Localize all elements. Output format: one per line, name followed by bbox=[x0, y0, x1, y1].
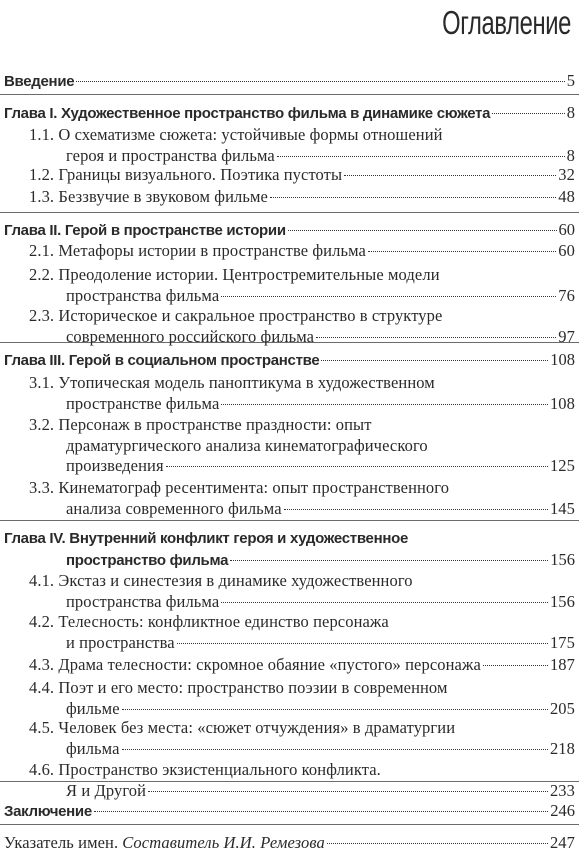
toc-line bbox=[66, 738, 575, 760]
entry-title: 1.3. Беззвучие в звуковом фильме bbox=[29, 187, 268, 206]
page-number: 205 bbox=[549, 698, 575, 718]
dot-leader bbox=[492, 113, 565, 114]
toc-line bbox=[4, 219, 575, 241]
toc-line bbox=[29, 611, 389, 633]
entry-title-continued: героя и пространства фильма bbox=[66, 145, 275, 165]
page-title: Оглавление bbox=[442, 4, 571, 41]
dot-leader bbox=[221, 296, 556, 297]
toc-line bbox=[4, 832, 575, 854]
entry-title: 4.5. Человек без места: «сюжет отчуждения» в драматургии bbox=[29, 718, 456, 737]
entry-title-continued: пространства фильма bbox=[66, 591, 220, 611]
entry-title-continued: пространство фильма bbox=[66, 551, 229, 569]
entry-title-continued: пространства фильма bbox=[66, 285, 220, 305]
toc-line bbox=[4, 800, 575, 822]
page-number: 108 bbox=[550, 350, 575, 369]
toc-line bbox=[66, 435, 428, 457]
entry-title-continued: произведения bbox=[66, 456, 164, 475]
entry-title-continued: современного российского фильма bbox=[66, 326, 315, 346]
page-number: 5 bbox=[566, 71, 575, 90]
entry-title-continued: Я и Другой bbox=[66, 780, 147, 800]
dot-leader bbox=[76, 81, 564, 82]
toc-line bbox=[29, 240, 575, 262]
dot-leader bbox=[483, 665, 548, 666]
entry-title: 2.3. Историческое и сакральное пространство в структуре bbox=[29, 306, 443, 325]
toc-line bbox=[29, 264, 440, 286]
page-number: 76 bbox=[558, 285, 575, 305]
section-separator bbox=[0, 212, 579, 213]
entry-title: 4.3. Драма телесности: скромное обаяние «пустого» персонажа bbox=[29, 655, 481, 674]
dot-leader bbox=[344, 175, 556, 176]
dot-leader bbox=[177, 643, 548, 644]
dot-leader bbox=[166, 466, 548, 467]
toc-line bbox=[29, 164, 575, 186]
dot-leader bbox=[230, 560, 548, 561]
entry-title-continued: анализа современного фильма bbox=[66, 498, 282, 518]
dot-leader bbox=[270, 197, 556, 198]
section-separator bbox=[0, 94, 579, 95]
entry-title-continued: пространстве фильма bbox=[66, 393, 220, 413]
entry-title: Глава II. Герой в пространстве истории bbox=[4, 222, 286, 239]
dot-leader bbox=[148, 791, 548, 792]
entry-title: 3.3. Кинематограф ресентимента: опыт пространственного bbox=[29, 478, 450, 497]
toc-line bbox=[66, 326, 575, 348]
toc-line bbox=[4, 528, 408, 550]
entry-title: 2.2. Преодоление истории. Центростремительные модели bbox=[29, 265, 440, 284]
entry-title: 1.1. О схематизме сюжета: устойчивые формы отношений bbox=[29, 125, 443, 144]
entry-title: 4.4. Поэт и его место: пространство поэзии в современном bbox=[29, 678, 448, 697]
entry-title-continued: и пространства bbox=[66, 632, 175, 652]
entry-title: 3.1. Утопическая модель паноптикума в художественном bbox=[29, 373, 435, 392]
section-separator bbox=[0, 824, 579, 825]
dot-leader bbox=[368, 251, 556, 252]
toc-line bbox=[66, 393, 575, 415]
dot-leader bbox=[277, 156, 565, 157]
entry-title: Глава IV. Внутренний конфликт героя и художественное bbox=[4, 530, 409, 547]
page-number: 60 bbox=[558, 220, 575, 239]
toc-line bbox=[29, 124, 443, 146]
dot-leader bbox=[288, 230, 557, 231]
toc-line bbox=[66, 780, 575, 802]
dot-leader bbox=[316, 337, 556, 338]
toc-line bbox=[29, 372, 435, 394]
page-number: 156 bbox=[550, 549, 575, 569]
entry-title: Глава III. Герой в социальном пространстве bbox=[4, 352, 320, 369]
dot-leader bbox=[221, 602, 548, 603]
entry-title-continued: фильме bbox=[66, 698, 120, 718]
entry-title-continued: фильма bbox=[66, 738, 120, 758]
toc-line bbox=[29, 717, 455, 739]
page-number: 8 bbox=[566, 145, 575, 165]
page-number: 97 bbox=[558, 326, 575, 346]
entry-title: 4.6. Пространство экзистенциального конфликта. bbox=[29, 760, 381, 779]
page-number: 156 bbox=[549, 591, 575, 611]
page-number: 145 bbox=[549, 498, 575, 518]
entry-title-continued: драматургического анализа кинематографического bbox=[66, 435, 428, 455]
page-number: 48 bbox=[558, 187, 575, 206]
page-number: 218 bbox=[549, 738, 575, 758]
entry-title: 1.2. Границы визуального. Поэтика пустоты bbox=[29, 165, 343, 184]
toc-line bbox=[29, 305, 442, 327]
toc-line bbox=[66, 591, 575, 613]
page-number: 246 bbox=[550, 801, 575, 820]
dot-leader bbox=[122, 709, 548, 710]
entry-title: Указатель имен. bbox=[4, 833, 119, 852]
entry-title: 3.2. Персонаж в пространстве праздности: опыт bbox=[29, 415, 372, 434]
page-number: 60 bbox=[558, 241, 575, 260]
page-number: 175 bbox=[549, 632, 575, 652]
toc-line bbox=[66, 632, 575, 654]
page-number: 8 bbox=[566, 103, 575, 122]
page-number: 247 bbox=[549, 833, 575, 852]
entry-title: 4.1. Экстаз и синестезия в динамике художественного bbox=[29, 571, 413, 590]
dot-leader bbox=[221, 404, 548, 405]
page-number: 32 bbox=[558, 165, 575, 184]
dot-leader bbox=[94, 811, 548, 812]
toc-line bbox=[4, 349, 575, 371]
dot-leader bbox=[327, 843, 548, 844]
page-number: 233 bbox=[549, 780, 575, 800]
dot-leader bbox=[284, 509, 548, 510]
entry-title: Заключение bbox=[4, 803, 92, 820]
entry-compiler: Составитель И.И. Ремезова bbox=[122, 833, 325, 852]
entry-title: Введение bbox=[4, 73, 75, 90]
entry-title: Глава I. Художественное пространство фильма в динамике сюжета bbox=[4, 105, 491, 122]
toc-line bbox=[66, 455, 575, 477]
entry-title: 4.2. Телесность: конфликтное единство персонажа bbox=[29, 612, 389, 631]
toc-line bbox=[29, 677, 448, 699]
toc-line bbox=[29, 414, 372, 436]
dot-leader bbox=[321, 360, 548, 361]
toc-line bbox=[4, 70, 575, 92]
page-number: 108 bbox=[549, 393, 575, 413]
page-number: 187 bbox=[549, 655, 575, 674]
page-number: 125 bbox=[549, 456, 575, 475]
toc-line bbox=[29, 186, 575, 208]
toc-line bbox=[29, 654, 575, 676]
toc-line bbox=[4, 102, 575, 124]
section-separator bbox=[0, 520, 579, 521]
toc-line bbox=[66, 285, 575, 307]
toc-line bbox=[29, 477, 449, 499]
entry-title: 2.1. Метафоры истории в пространстве фильма bbox=[29, 241, 366, 260]
toc-line bbox=[66, 549, 575, 571]
dot-leader bbox=[122, 749, 548, 750]
toc-line bbox=[66, 498, 575, 520]
toc-line bbox=[29, 570, 413, 592]
toc-line bbox=[29, 759, 381, 781]
